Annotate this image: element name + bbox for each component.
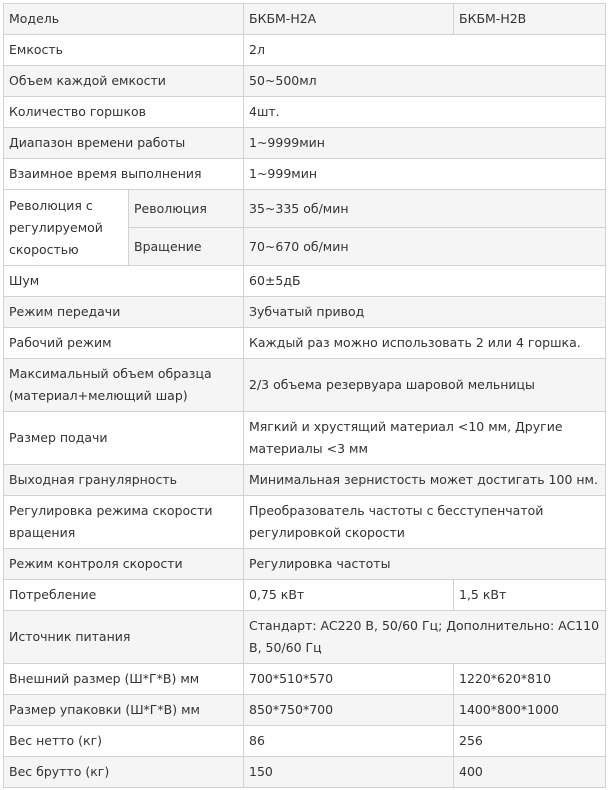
table-row-feed-size [4, 412, 606, 465]
table-row-max-sample [4, 359, 606, 412]
value-b-cell [454, 757, 606, 788]
revolution-value: 35~335 об/мин [249, 200, 349, 216]
row-value: 2/3 объема резервуара шаровой мельницы [249, 377, 535, 392]
value-cell [244, 97, 606, 128]
row-label: Размер упаковки (Ш*Г*В) мм [9, 702, 200, 717]
row-value-a: 0,75 кВт [249, 587, 305, 602]
row-label: Режим передачи [9, 304, 121, 319]
label-cell [4, 726, 244, 757]
value-cell [244, 549, 606, 580]
label-cell [4, 496, 244, 549]
row-value: 2л [249, 42, 265, 57]
value-a-cell [244, 664, 454, 695]
row-value: Минимальная зернистость может достигать 100 нм. [249, 472, 598, 487]
row-label: Режим контроля скорости [9, 556, 183, 571]
row-label: Диапазон времени работы [9, 135, 186, 150]
header-label: Модель [9, 11, 60, 26]
row-label: Взаимное время выполнения [9, 166, 202, 181]
row-label: Вес нетто (кг) [9, 733, 103, 748]
row-label: Шум [9, 273, 40, 288]
table-row-net-weight [4, 726, 606, 757]
row-value-a: 700*510*570 [249, 671, 334, 686]
value-b-cell [454, 726, 606, 757]
value-cell [244, 128, 606, 159]
sub-label-cell [129, 190, 244, 228]
row-value: 1~9999мин [249, 135, 325, 150]
row-label: Рабочий режим [9, 335, 112, 350]
table-row-jar-count [4, 97, 606, 128]
row-value: 4шт. [249, 104, 280, 119]
row-value: 60±5дБ [249, 273, 301, 288]
value-a-cell [244, 580, 454, 611]
row-value-a: 86 [249, 733, 265, 748]
label-cell [4, 128, 244, 159]
table-row-run-time [4, 128, 606, 159]
table-row-speed-revolution [4, 190, 606, 228]
row-label: Внешний размер (Ш*Г*В) мм [9, 671, 200, 686]
table-row-alt-time [4, 159, 606, 190]
label-cell [4, 66, 244, 97]
label-cell [4, 159, 244, 190]
label-cell [4, 266, 244, 297]
row-value-b: 1400*800*1000 [459, 702, 559, 717]
row-value-b: 1220*620*810 [459, 671, 552, 686]
label-cell [4, 359, 244, 412]
value-cell [244, 66, 606, 97]
row-value: Мягкий и хрустящий материал <10 мм, Другие материалы <3 мм [249, 419, 563, 456]
row-value: Преобразователь частоты с бесступенчатой регулировкой скорости [249, 503, 544, 540]
speed-group-label-cell [4, 190, 129, 266]
value-cell [244, 496, 606, 549]
row-value-b: 1,5 кВт [459, 587, 507, 602]
row-value-b: 256 [459, 733, 483, 748]
table-row-speed-regulation [4, 496, 606, 549]
label-cell [4, 97, 244, 128]
value-cell [244, 328, 606, 359]
table-row-power-supply [4, 611, 606, 664]
value-cell [244, 359, 606, 412]
label-cell [4, 611, 244, 664]
table-row-jar-volume [4, 66, 606, 97]
row-label: Источник питания [9, 629, 131, 644]
label-cell [4, 412, 244, 465]
value-cell [244, 465, 606, 496]
table-row-pack-size [4, 695, 606, 726]
revolution-label: Революция [134, 200, 207, 216]
value-a-cell [244, 726, 454, 757]
row-label: Потребление [9, 587, 97, 602]
table-row-header [4, 4, 606, 35]
row-value: 1~999мин [249, 166, 318, 181]
row-value: 50~500мл [249, 73, 317, 88]
spec-table [3, 3, 606, 788]
label-cell [4, 580, 244, 611]
value-cell [244, 159, 606, 190]
table-row-gross-weight [4, 757, 606, 788]
value-a-cell [244, 757, 454, 788]
rotation-value: 70~670 об/мин [249, 238, 349, 254]
header-model-a-cell [244, 4, 454, 35]
value-cell [244, 266, 606, 297]
table-row-speed-control [4, 549, 606, 580]
row-label: Вес брутто (кг) [9, 764, 110, 779]
value-cell [244, 611, 606, 664]
row-value: Каждый раз можно использовать 2 или 4 горшка. [249, 335, 581, 350]
row-label: Выходная гранулярность [9, 472, 177, 487]
row-value-a: 850*750*700 [249, 702, 334, 717]
value-cell [244, 35, 606, 66]
value-a-cell [244, 695, 454, 726]
table-row-work-mode [4, 328, 606, 359]
row-value: Зубчатый привод [249, 304, 365, 319]
header-model-a: БКБМ-H2A [249, 11, 317, 26]
label-cell [4, 695, 244, 726]
label-cell [4, 757, 244, 788]
rotation-label: Вращение [134, 238, 202, 254]
row-label: Размер подачи [9, 430, 108, 445]
value-cell [244, 190, 606, 228]
table-row-outer-size [4, 664, 606, 695]
label-cell [4, 549, 244, 580]
sub-label-cell [129, 228, 244, 266]
row-value-b: 400 [459, 764, 483, 779]
row-label: Количество горшков [9, 104, 147, 119]
value-cell [244, 228, 606, 266]
table-row-output [4, 465, 606, 496]
label-cell [4, 465, 244, 496]
label-cell [4, 297, 244, 328]
header-label-cell [4, 4, 244, 35]
row-value-a: 150 [249, 764, 273, 779]
header-model-b-cell [454, 4, 606, 35]
label-cell [4, 35, 244, 66]
row-label: Объем каждой емкости [9, 73, 166, 88]
row-label: Максимальный объем образца (материал+мелющий шар) [9, 366, 212, 403]
row-label: Регулировка режима скорости вращения [9, 503, 213, 540]
table-row-power [4, 580, 606, 611]
row-label: Емкость [9, 42, 64, 57]
label-cell [4, 664, 244, 695]
speed-group-label: Революция с регулируемой скоростью [9, 197, 103, 257]
label-cell [4, 328, 244, 359]
value-cell [244, 297, 606, 328]
table-row-drive [4, 297, 606, 328]
value-b-cell [454, 695, 606, 726]
header-model-b: БКБМ-H2B [459, 11, 527, 26]
row-value: Стандарт: AC220 В, 50/60 Гц; Дополнительно: AC110 В, 50/60 Гц [249, 618, 600, 655]
table-row-noise [4, 266, 606, 297]
table-row-capacity [4, 35, 606, 66]
value-b-cell [454, 580, 606, 611]
value-b-cell [454, 664, 606, 695]
row-value: Регулировка частоты [249, 556, 391, 571]
value-cell [244, 412, 606, 465]
